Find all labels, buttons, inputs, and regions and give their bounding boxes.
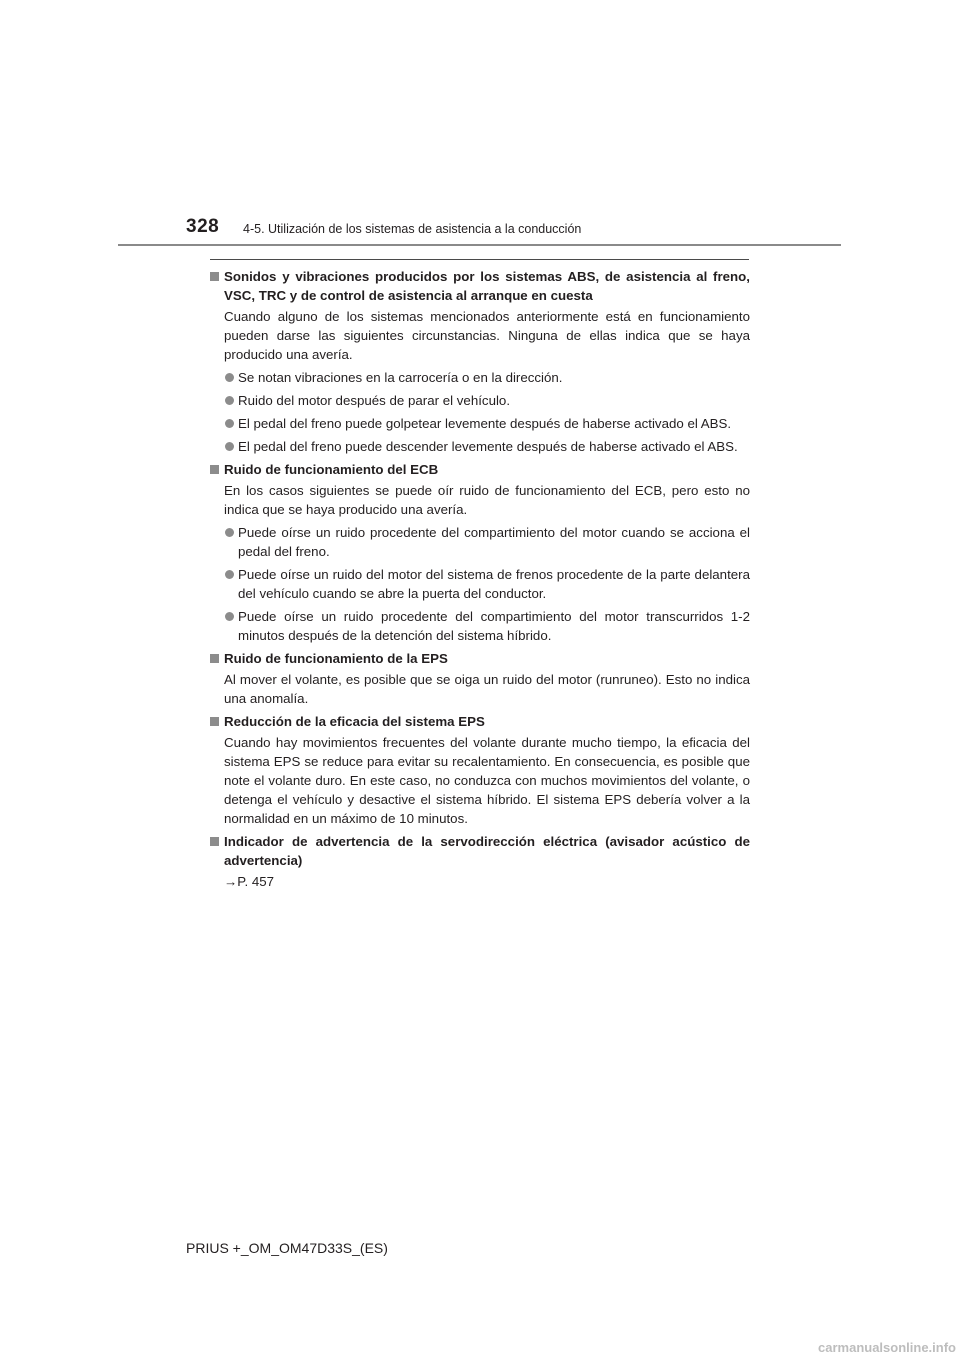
- section-heading: Ruido de funcionamiento del ECB: [210, 460, 750, 479]
- section-paragraph: Al mover el volante, es posible que se oiga un ruido del motor (runruneo). Esto no indica una anomalía.: [224, 672, 750, 706]
- circle-bullet-icon: [225, 419, 234, 428]
- list-item: Puede oírse un ruido procedente del compartimiento del motor transcurridos 1-2 minutos después de la detención del sistema híbrido.: [210, 607, 750, 645]
- section-paragraph: Cuando alguno de los sistemas mencionados anteriormente está en funcionamiento pueden darse las siguientes circunstancias. Ninguna de ellas indica que se haya producido una avería.: [224, 309, 750, 362]
- list-item: Puede oírse un ruido del motor del sistema de frenos procedente de la parte delantera del vehículo cuando se abre la puerta del conductor.: [210, 565, 750, 603]
- square-bullet-icon: [210, 272, 219, 281]
- square-bullet-icon: [210, 654, 219, 663]
- document-code: PRIUS +_OM_OM47D33S_(ES): [186, 1240, 388, 1256]
- content-rule: [210, 259, 749, 260]
- list-item: El pedal del freno puede descender levemente después de haberse activado el ABS.: [210, 437, 750, 456]
- circle-bullet-icon: [225, 528, 234, 537]
- page-number: 328: [186, 216, 220, 237]
- section-paragraph: Cuando hay movimientos frecuentes del volante durante mucho tiempo, la eficacia del sistema EPS se reduce para evitar su recalentamiento. En consecuencia, es posible que note el volante duro. En este caso, no conduzca con muchos movimientos del volante, o detenga el vehículo y desactive el sistema híbrido. El sistema EPS debería volver a la normalidad en un máximo de 10 minutos.: [224, 735, 750, 826]
- page-reference-link[interactable]: →P. 457: [224, 874, 275, 889]
- header-rule: [118, 244, 841, 246]
- square-bullet-icon: [210, 465, 219, 474]
- list-item: Puede oírse un ruido procedente del compartimiento del motor cuando se acciona el pedal del freno.: [210, 523, 750, 561]
- list-item: Ruido del motor después de parar el vehículo.: [210, 391, 750, 410]
- circle-bullet-icon: [225, 396, 234, 405]
- section-heading: Sonidos y vibraciones producidos por los sistemas ABS, de asistencia al freno, VSC, TRC y de control de asistencia al arranque en cuesta: [210, 267, 750, 305]
- section-heading: Indicador de advertencia de la servodirección eléctrica (avisador acústico de advertencia): [210, 832, 750, 870]
- circle-bullet-icon: [225, 373, 234, 382]
- square-bullet-icon: [210, 717, 219, 726]
- list-item: Se notan vibraciones en la carrocería o en la dirección.: [210, 368, 750, 387]
- circle-bullet-icon: [225, 570, 234, 579]
- watermark: carmanualsonline.info: [818, 1340, 956, 1355]
- section-paragraph: En los casos siguientes se puede oír ruido de funcionamiento del ECB, pero esto no indica que se haya producido una avería.: [224, 483, 750, 517]
- circle-bullet-icon: [225, 442, 234, 451]
- section-heading: Ruido de funcionamiento de la EPS: [210, 649, 750, 668]
- circle-bullet-icon: [225, 612, 234, 621]
- square-bullet-icon: [210, 837, 219, 846]
- content: [210, 267, 750, 891]
- section-title: 4-5. Utilización de los sistemas de asistencia a la conducción: [243, 222, 582, 236]
- section-heading: Reducción de la eficacia del sistema EPS: [210, 712, 750, 731]
- list-item: El pedal del freno puede golpetear levemente después de haberse activado el ABS.: [210, 414, 750, 433]
